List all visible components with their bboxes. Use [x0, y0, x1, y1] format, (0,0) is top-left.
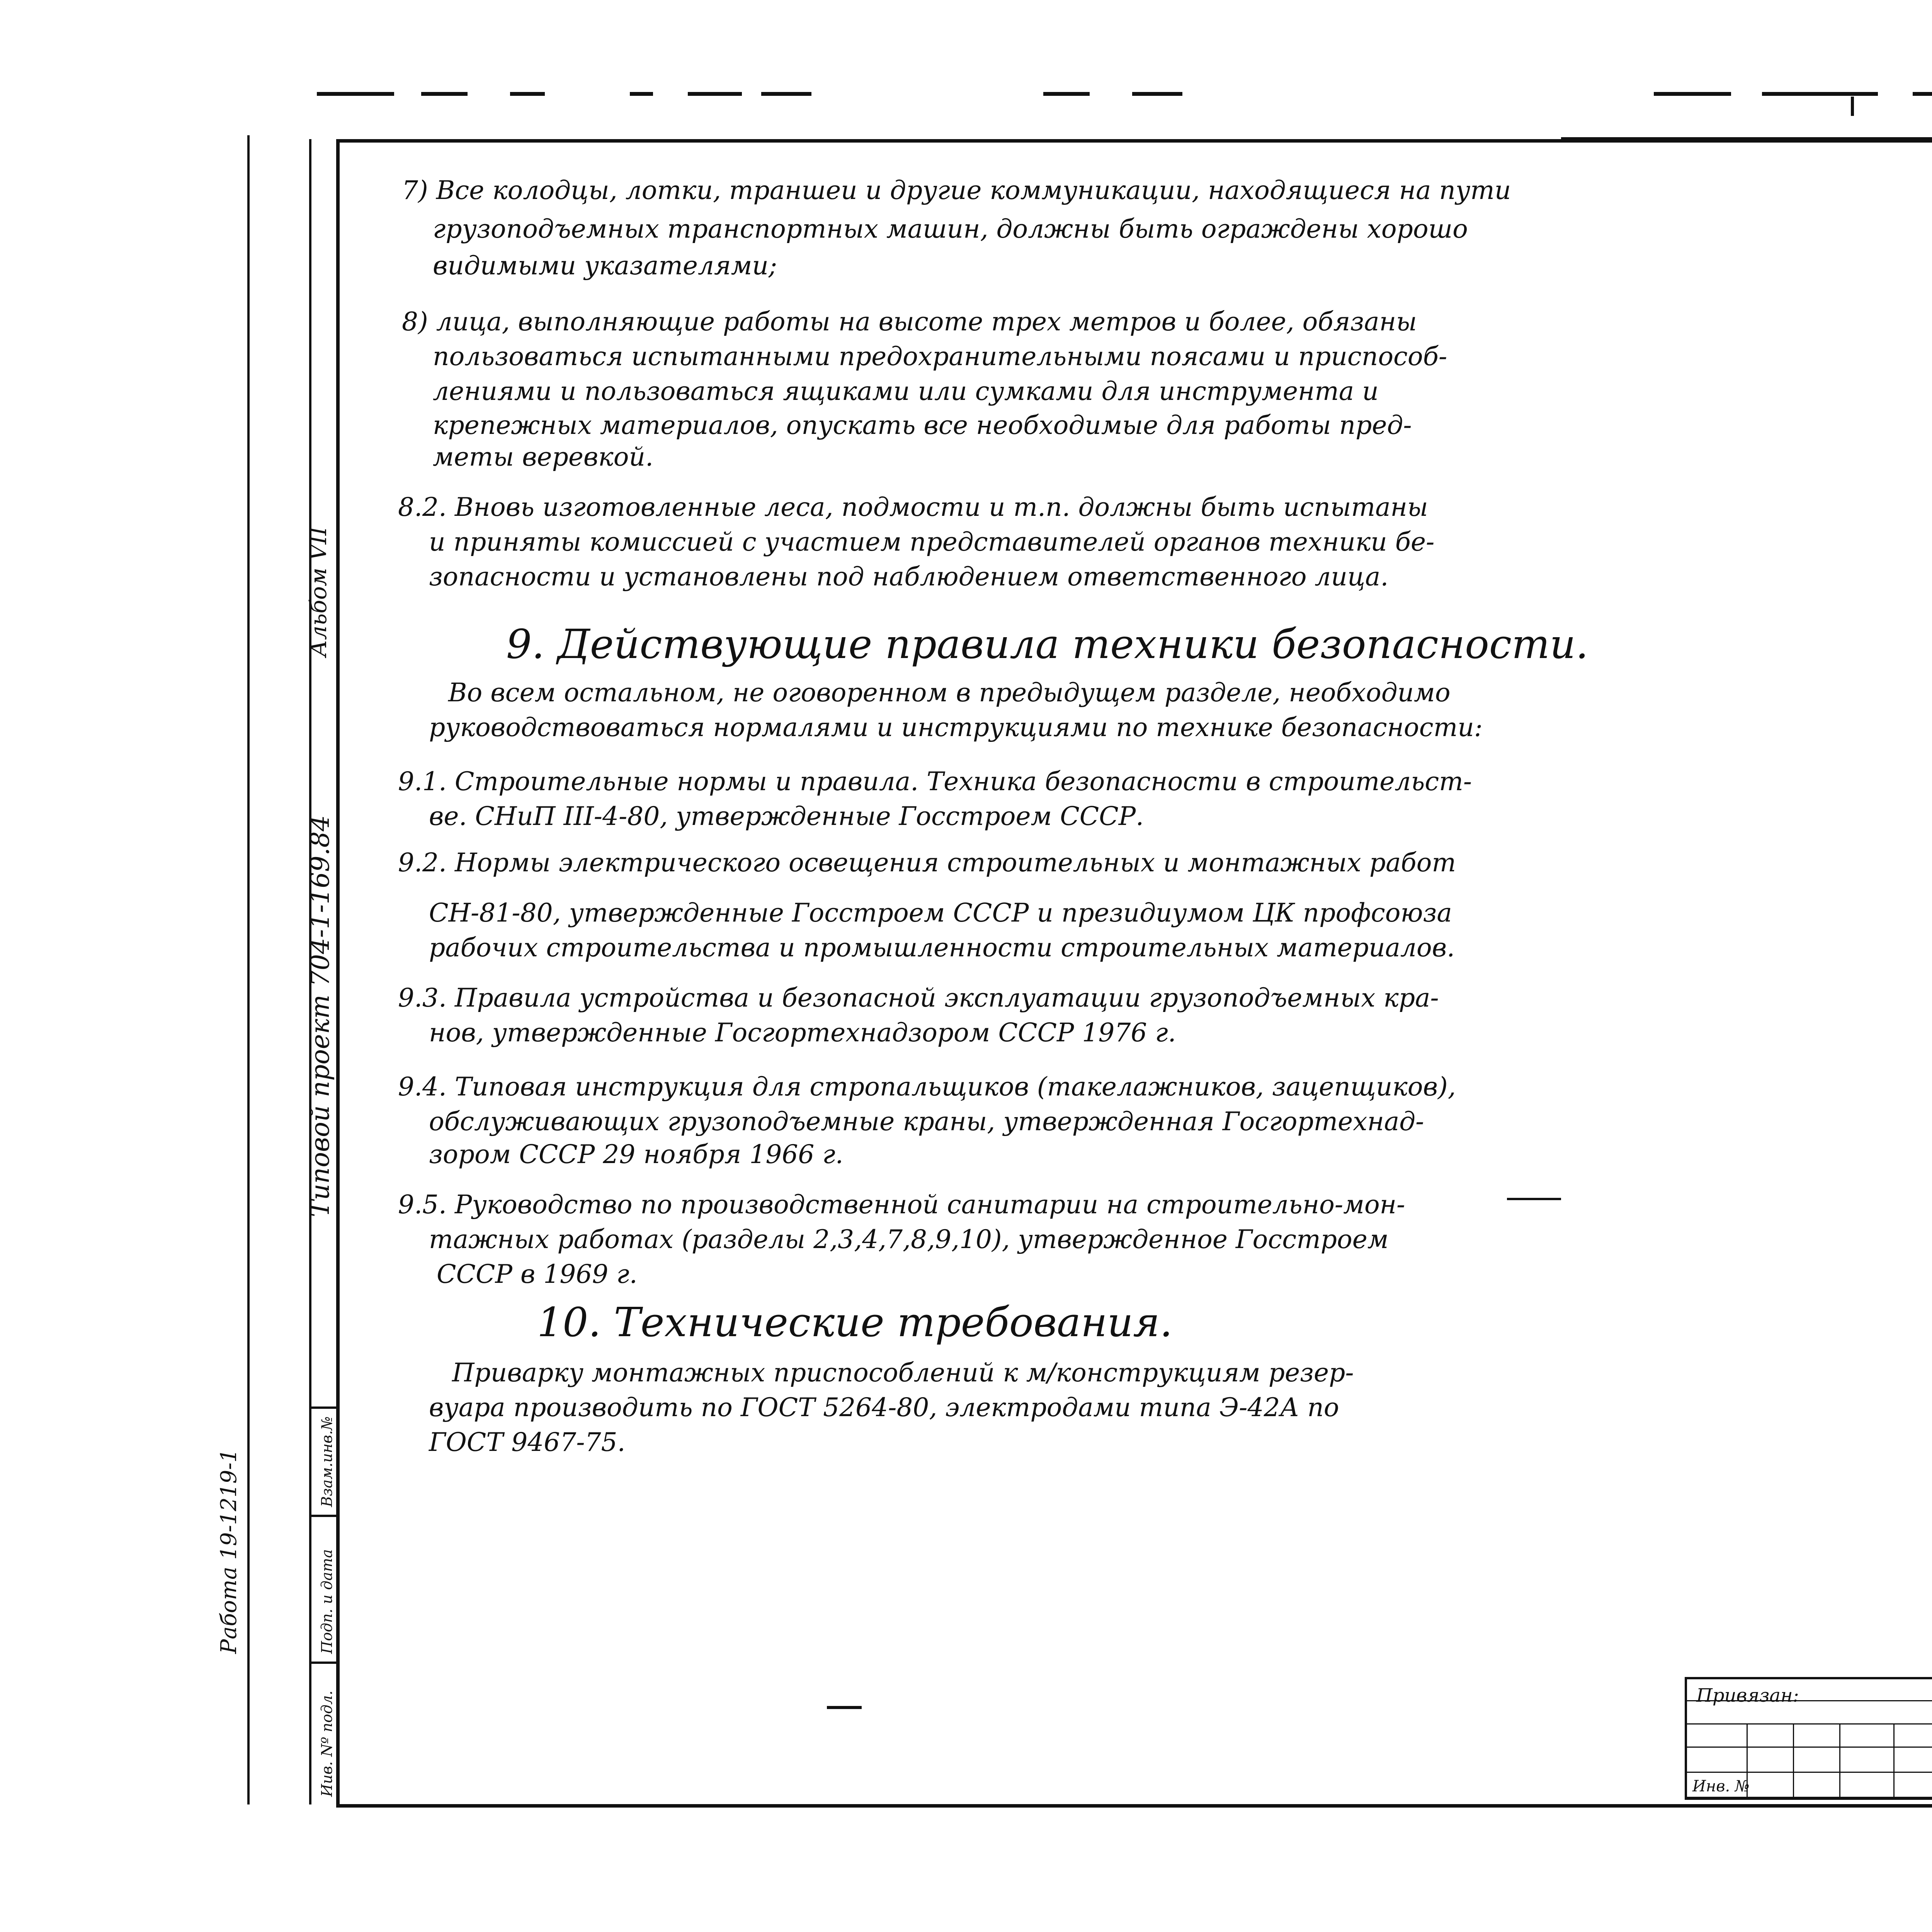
tb-row: [1685, 1723, 1932, 1725]
tb-row: [1685, 1772, 1932, 1773]
side-strip-divider: [309, 1662, 339, 1664]
p7-line-2: грузоподъемных транспортных машин, должны быть ограждены хорошо: [433, 214, 1468, 244]
top-dash: [421, 92, 468, 96]
p7-line-1: 7) Все колодцы, лотки, траншеи и другие коммуникации, находящиеся на пути: [402, 175, 1511, 205]
vzam-label: Взам.инв.№: [318, 1416, 335, 1507]
p95-dash: [1507, 1198, 1561, 1200]
p7-line-3: видимыми указателями;: [433, 251, 777, 281]
p93-line-2: нов, утвержденные Госгортехнадзором СССР 1976 г.: [429, 1018, 1176, 1048]
p8-line-5: меты веревкой.: [433, 442, 653, 472]
p94-line-2: обслуживающих грузоподъемные краны, утвержденная Госгортехнад-: [429, 1107, 1424, 1136]
copy-number: Работа 19-1219-1: [216, 1449, 242, 1654]
p8-line-4: крепежных материалов, опускать все необходимые для работы пред-: [433, 410, 1412, 440]
top-dash: [1913, 92, 1932, 96]
p82-line-1: 8.2. Вновь изготовленные леса, подмости и т.п. должны быть испытаны: [398, 492, 1428, 522]
p82-line-3: зопасности и установлены под наблюдением ответственного лица.: [429, 562, 1389, 592]
p95-line-1: 9.5. Руководство по производственной санитарии на строительно-мон-: [398, 1190, 1405, 1219]
p92-line-1: 9.2. Нормы электрического освещения строительных и монтажных работ: [398, 848, 1456, 878]
top-dash: [688, 92, 742, 96]
tb-col: [1839, 1723, 1840, 1799]
privyazan-label: Привязан:: [1696, 1685, 1799, 1706]
p95-line-3: СССР в 1969 г.: [437, 1259, 638, 1289]
p8-line-2: пользоваться испытанными предохранительными поясами и приспособ-: [433, 342, 1447, 371]
p91-line-1: 9.1. Строительные нормы и правила. Техника безопасности в строительст-: [398, 767, 1472, 796]
p92-line-2: СН-81-80, утвержденные Госстроем СССР и президиумом ЦК профсоюза: [429, 898, 1452, 928]
top-dash: [1043, 92, 1090, 96]
p10-line-3: ГОСТ 9467-75.: [429, 1427, 626, 1457]
inv-label: Иив. Nº подл.: [318, 1690, 335, 1797]
intro9-line-1: Во всем остальном, не оговоренном в предыдущем разделе, необходимо: [448, 678, 1451, 707]
p8-line-3: лениями и пользоваться ящиками или сумками для инструмента и: [433, 376, 1379, 406]
tb-bottom-line: [1685, 1797, 1932, 1800]
tb-row: [1685, 1747, 1932, 1748]
binding-line: [247, 135, 250, 1804]
top-dash: [630, 92, 653, 96]
p92-line-3: рабочих строительства и промышленности строительных материалов.: [429, 933, 1455, 963]
top-dash: [761, 92, 811, 96]
p94-line-3: зором СССР 29 ноября 1966 г.: [429, 1139, 844, 1169]
fold-tick: [1851, 97, 1854, 116]
tb-col: [1893, 1723, 1895, 1799]
sign-date-label: Подп. и дата: [318, 1549, 335, 1654]
tb-col: [1793, 1723, 1794, 1799]
side-strip-divider: [309, 1515, 339, 1517]
p10-line-2: вуара производить по ГОСТ 5264-80, электродами типа Э-42А по: [429, 1393, 1339, 1422]
tb-mid-line: [1685, 1677, 1932, 1679]
project-label: Типовой проект 704-1-169.84: [305, 815, 335, 1217]
top-dash: [1132, 92, 1182, 96]
heading-9: 9. Действующие правила техники безопасности.: [506, 621, 1588, 668]
p95-line-2: тажных работах (разделы 2,3,4,7,8,9,10), утвержденное Госстроем: [429, 1225, 1389, 1254]
p91-line-2: ве. СНиП III-4-80, утвержденные Госстроем СССР.: [429, 801, 1144, 831]
top-dash: [317, 92, 394, 96]
top-dash: [510, 92, 545, 96]
album-label: Альбом VII: [305, 527, 332, 657]
heading-10: 10. Технические требования.: [537, 1299, 1173, 1346]
p10-line-1: Приварку монтажных приспособлений к м/конструкциям резер-: [452, 1358, 1354, 1388]
frame-top-right: [1561, 137, 1932, 141]
p93-line-1: 9.3. Правила устройства и безопасной эксплуатации грузоподъемных кра-: [398, 983, 1439, 1013]
p8-line-1: 8) лица, выполняющие работы на высоте трех метров и более, обязаны: [402, 307, 1417, 337]
top-dash: [1654, 92, 1731, 96]
p82-line-2: и приняты комиссией с участием представителей органов техники бе-: [429, 527, 1435, 557]
stray-dash: [827, 1706, 862, 1709]
tb-privyaz-left: [1685, 1677, 1687, 1799]
p94-line-1: 9.4. Типовая инструкция для стропальщиков (такелажников, зацепщиков),: [398, 1072, 1456, 1102]
side-strip-divider: [309, 1406, 339, 1409]
top-dash: [1762, 92, 1878, 96]
intro9-line-2: руководствоваться нормалями и инструкциями по технике безопасности:: [429, 713, 1483, 742]
inv-no-label: Инв. №: [1692, 1777, 1750, 1795]
